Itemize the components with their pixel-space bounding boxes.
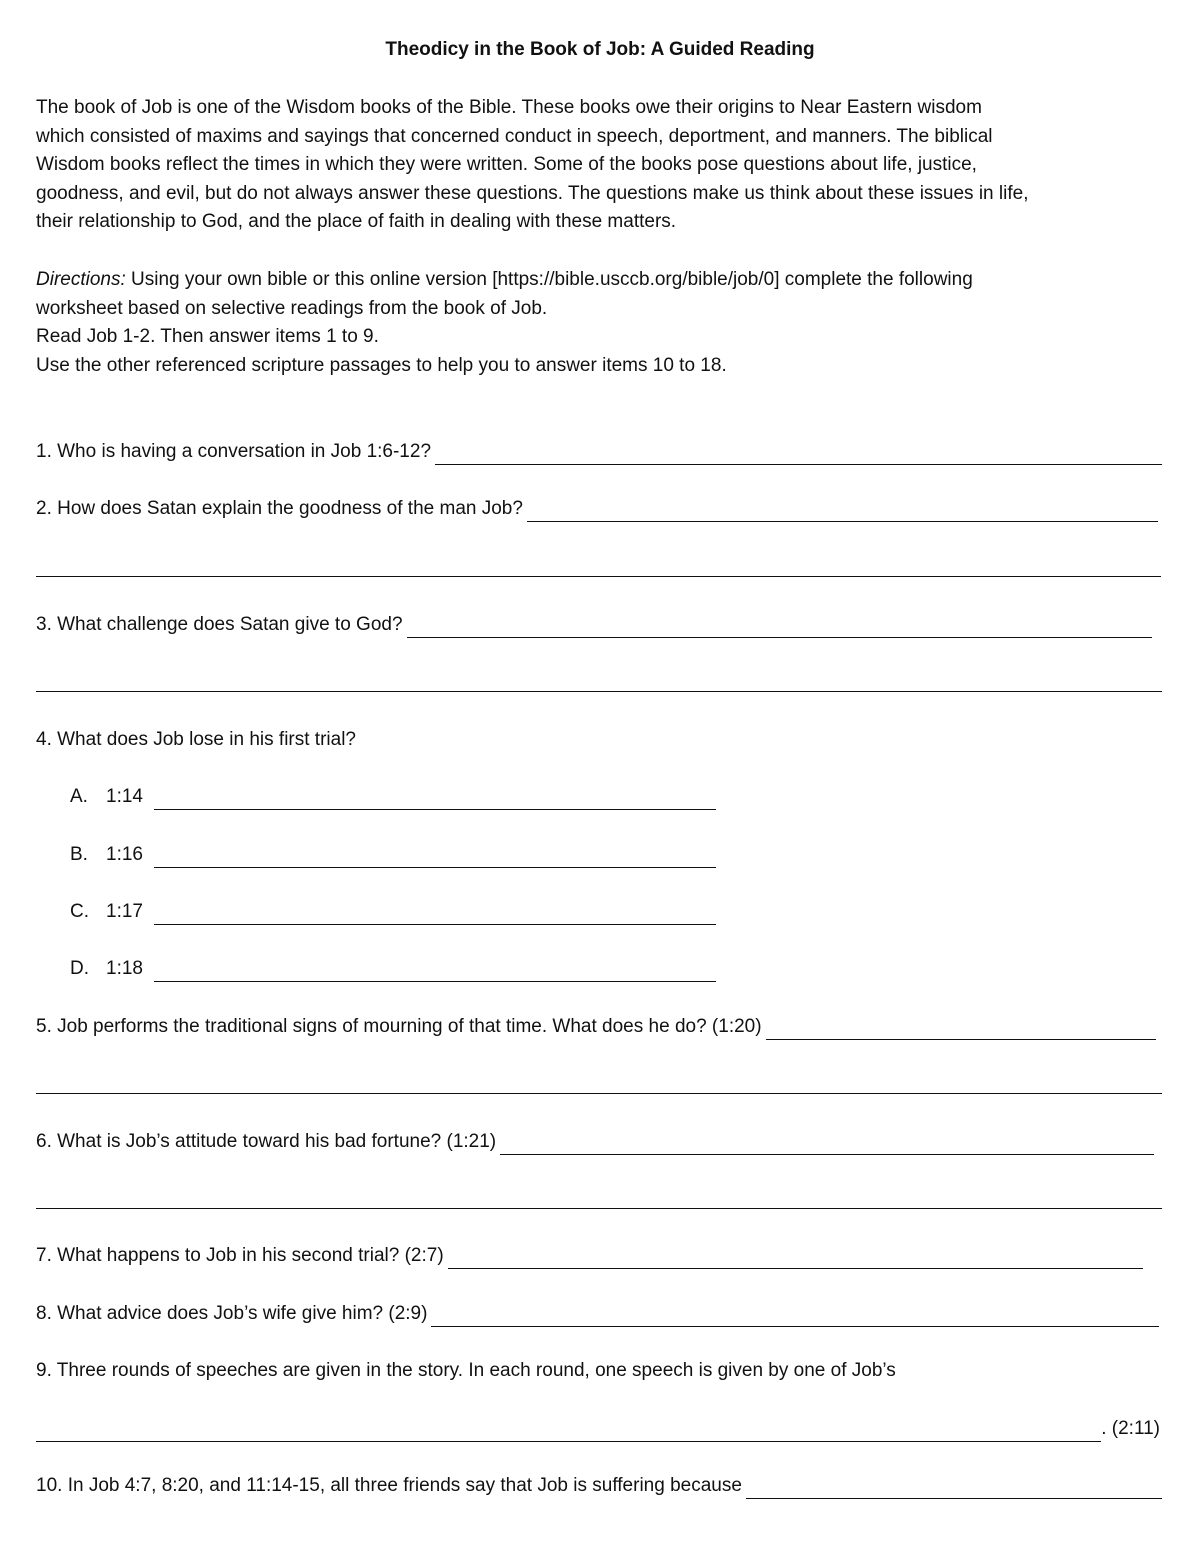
- answer-line-4d[interactable]: [154, 961, 716, 982]
- answer-line-3[interactable]: [407, 617, 1152, 638]
- item-reference: 1:18: [106, 958, 143, 979]
- answer-line-3b[interactable]: [36, 691, 1162, 692]
- question-4-item-b: [70, 842, 716, 868]
- question-10-text: 10. In Job 4:7, 8:20, and 11:14-15, all three friends say that Job is suffering because: [36, 1475, 742, 1496]
- question-9-text: 9. Three rounds of speeches are given in the story. In each round, one speech is given by one of Job’s: [36, 1360, 896, 1381]
- question-5: [36, 1014, 1156, 1040]
- answer-line-9[interactable]: [36, 1421, 1101, 1442]
- answer-line-2b[interactable]: [36, 576, 1161, 577]
- intro-line: which consisted of maxims and sayings that concerned conduct in speech, deportment, and manners. The biblical: [36, 125, 993, 147]
- intro-line: their relationship to God, and the place of faith in dealing with these matters.: [36, 211, 677, 233]
- directions-paragraph: [36, 266, 1164, 380]
- answer-line-8[interactable]: [431, 1306, 1159, 1327]
- directions-line: [36, 266, 1164, 295]
- question-7-text: 7. What happens to Job in his second trial? (2:7): [36, 1245, 444, 1266]
- question-10: [36, 1473, 1162, 1499]
- question-6-text: 6. What is Job’s attitude toward his bad fortune? (1:21): [36, 1131, 497, 1152]
- question-4-item-c: [70, 899, 716, 925]
- question-6: [36, 1129, 1154, 1155]
- answer-line-4b[interactable]: [154, 847, 716, 868]
- directions-text: Using your own bible or this online version [https://bible.usccb.org/bible/job/0] complete the following: [125, 269, 973, 290]
- question-9: [36, 1358, 896, 1384]
- question-8: [36, 1301, 1159, 1327]
- question-4: [36, 727, 356, 753]
- question-7: [36, 1243, 1143, 1269]
- answer-line-4c[interactable]: [154, 904, 716, 925]
- question-2: [36, 496, 1158, 522]
- question-9-reference: . (2:11): [1101, 1418, 1160, 1439]
- answer-line-2[interactable]: [527, 501, 1158, 522]
- answer-line-6[interactable]: [500, 1134, 1154, 1155]
- question-1-text: 1. Who is having a conversation in Job 1:6-12?: [36, 441, 432, 462]
- directions-line: Read Job 1-2. Then answer items 1 to 9.: [36, 326, 379, 348]
- page-title: Theodicy in the Book of Job: A Guided Reading: [385, 39, 815, 60]
- answer-line-6b[interactable]: [36, 1208, 1162, 1209]
- question-3: [36, 612, 1152, 638]
- item-reference: 1:16: [106, 844, 143, 865]
- intro-line: goodness, and evil, but do not always answer these questions. The questions make us think about these issues in life,: [36, 182, 1029, 204]
- item-letter: C.: [70, 901, 89, 922]
- directions-line: worksheet based on selective readings from the book of Job.: [36, 297, 548, 319]
- answer-line-5b[interactable]: [36, 1093, 1162, 1094]
- answer-line-1[interactable]: [435, 444, 1162, 465]
- answer-line-5[interactable]: [766, 1019, 1156, 1040]
- directions-label: Directions:: [36, 269, 126, 290]
- intro-line: Wisdom books reflect the times in which they were written. Some of the books pose questions about life, justice,: [36, 154, 977, 176]
- question-3-text: 3. What challenge does Satan give to God?: [36, 614, 403, 635]
- item-reference: 1:17: [106, 901, 143, 922]
- question-4-item-d: [70, 956, 716, 982]
- intro-paragraph: [36, 94, 1164, 237]
- directions-line: Use the other referenced scripture passages to help you to answer items 10 to 18.: [36, 354, 727, 376]
- question-1: [36, 439, 1162, 465]
- question-8-text: 8. What advice does Job’s wife give him? (2:9): [36, 1303, 428, 1324]
- question-4-text: 4. What does Job lose in his first trial?: [36, 729, 356, 750]
- answer-line-10[interactable]: [746, 1478, 1162, 1499]
- item-letter: A.: [70, 786, 88, 807]
- question-4-item-a: [70, 784, 716, 810]
- item-letter: D.: [70, 958, 89, 979]
- answer-line-7[interactable]: [448, 1248, 1143, 1269]
- item-reference: 1:14: [106, 786, 143, 807]
- question-9-answer-row: [36, 1416, 1160, 1442]
- question-5-text: 5. Job performs the traditional signs of mourning of that time. What does he do? (1:20): [36, 1016, 762, 1037]
- intro-line: The book of Job is one of the Wisdom books of the Bible. These books owe their origins to Near Eastern wisdom: [36, 97, 982, 118]
- answer-line-4a[interactable]: [154, 789, 716, 810]
- item-letter: B.: [70, 844, 88, 865]
- question-2-text: 2. How does Satan explain the goodness of the man Job?: [36, 498, 523, 519]
